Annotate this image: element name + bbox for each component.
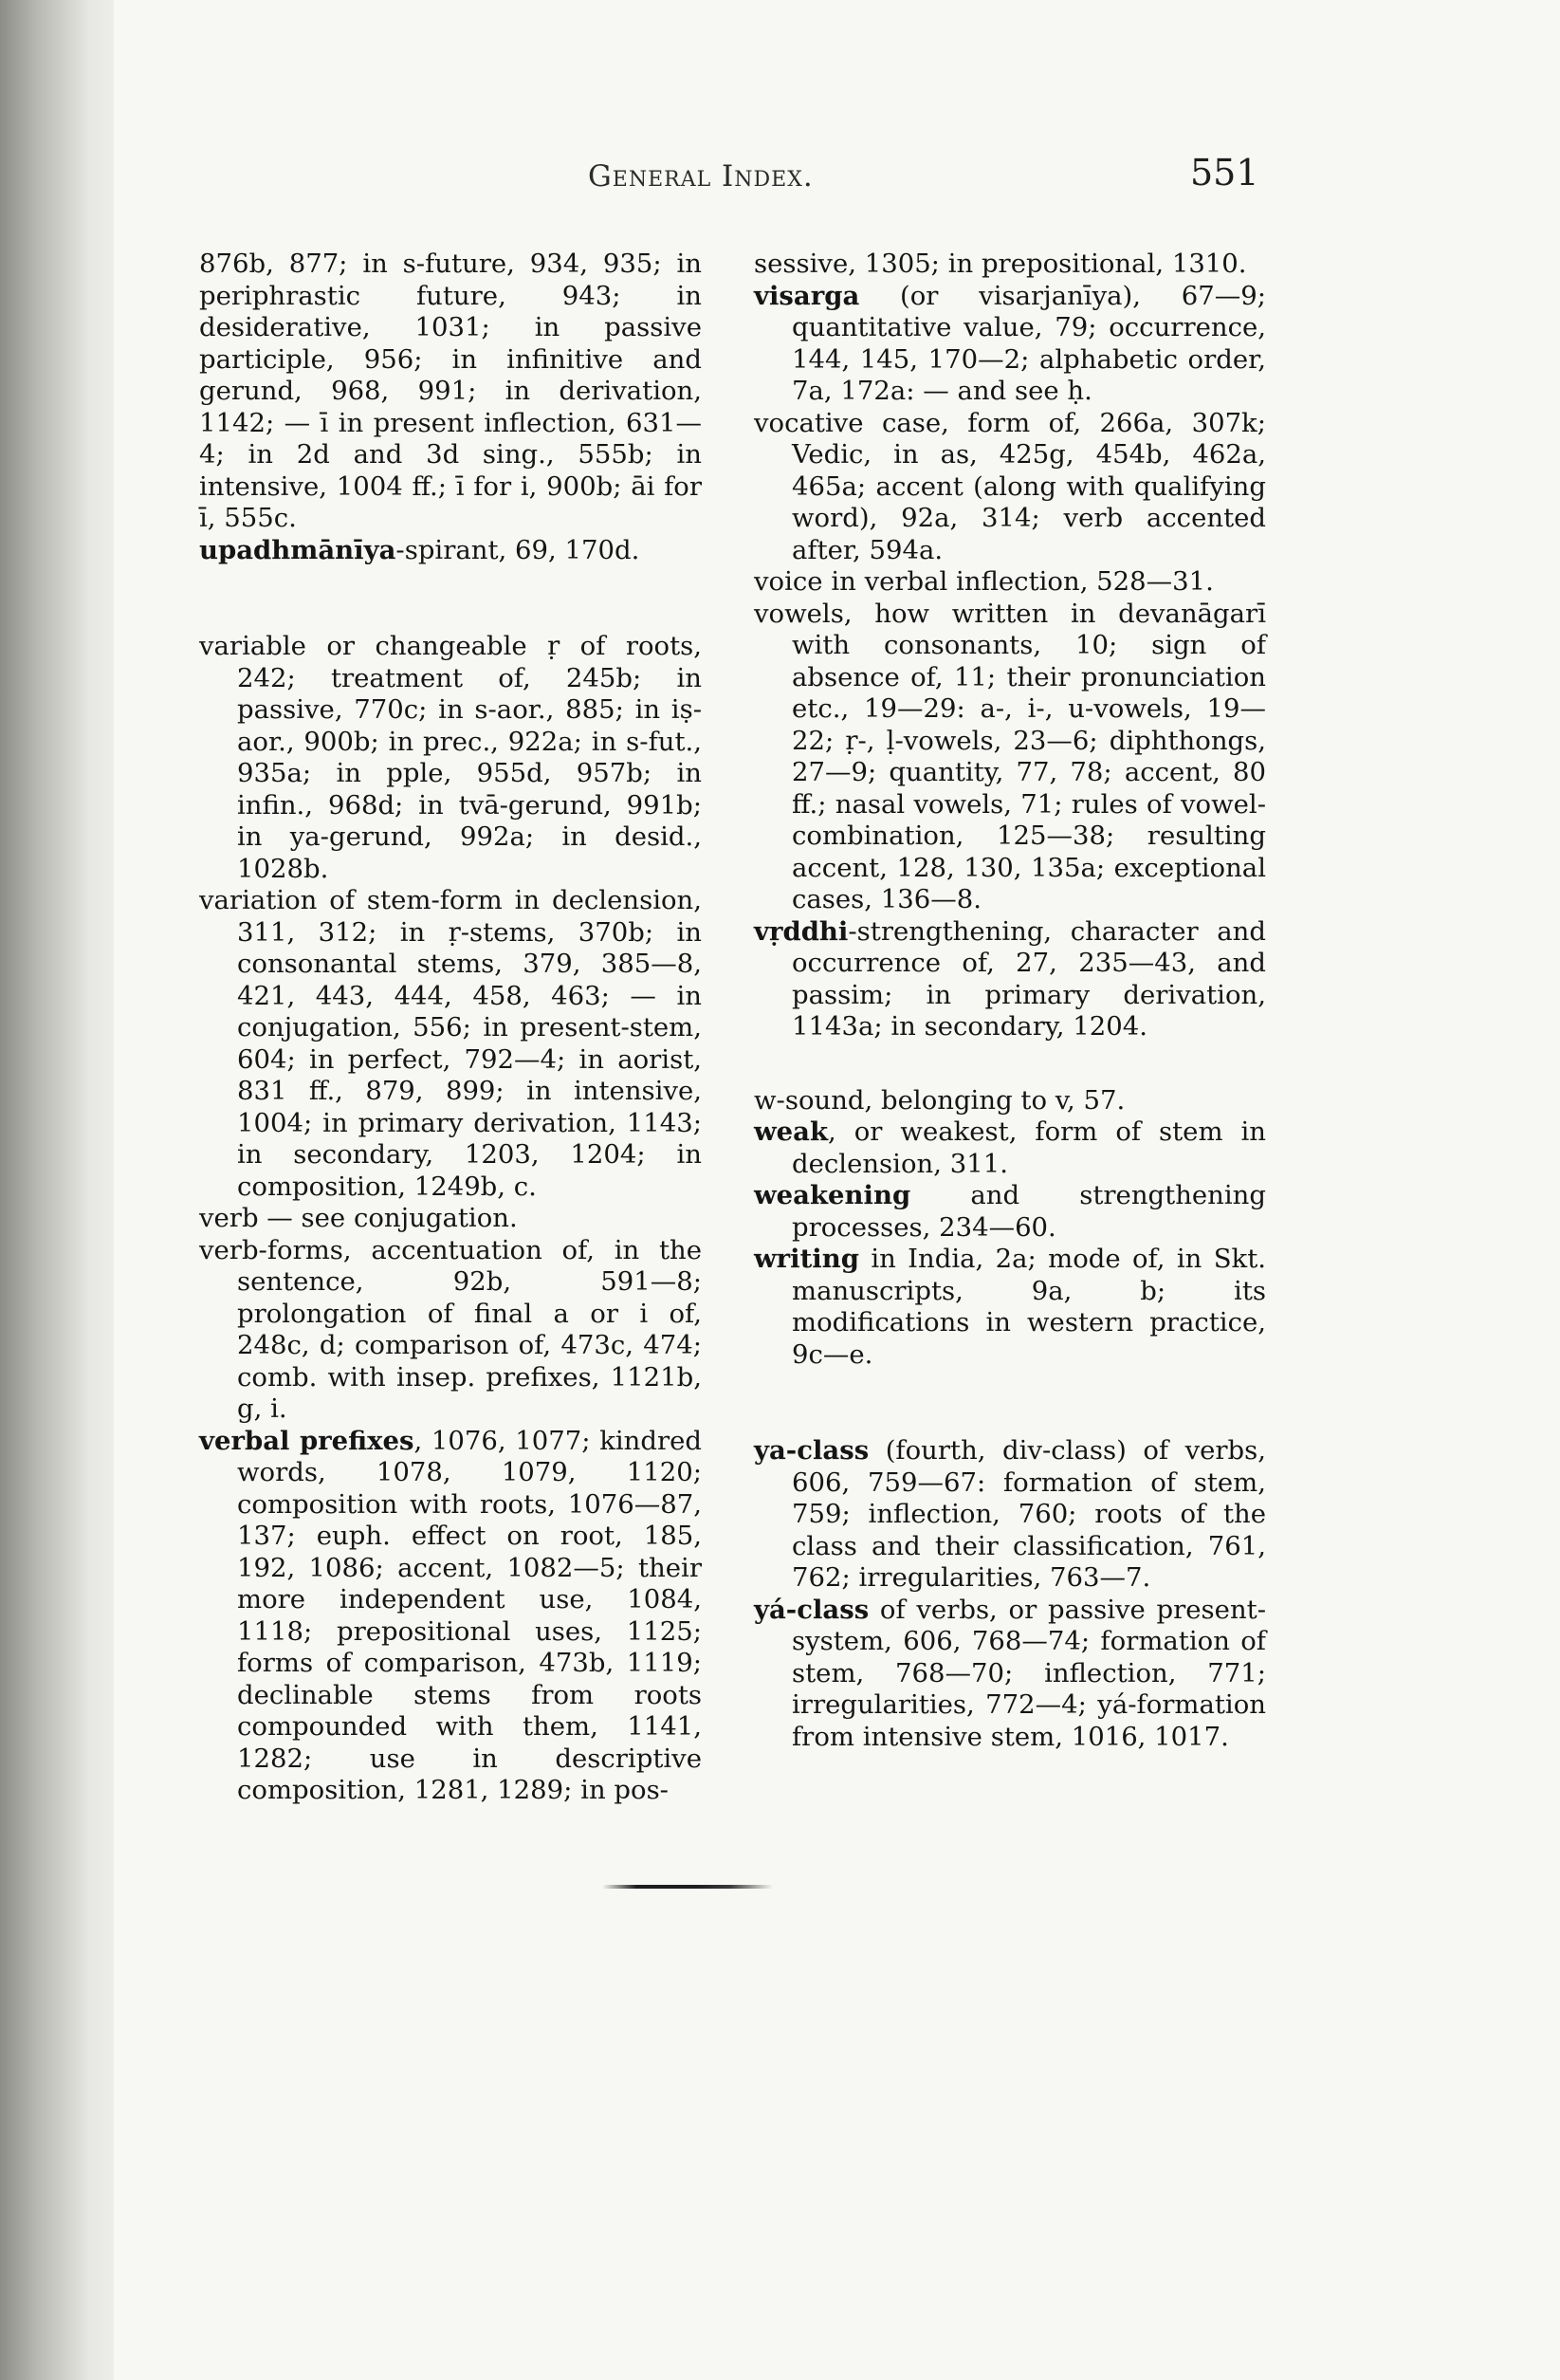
- entry-headword: verbal prefixes: [199, 1425, 414, 1456]
- entry-text: , belonging to v, 57.: [864, 1084, 1126, 1116]
- index-entry: [199, 535, 702, 567]
- entry-text: , 1076, 1077; kindred words, 1078, 1079, 1120; composition with roots, 1076—87, 137; euph. effect on root, 185, 192, 1086; accent, 1082—5; their more independent use, 1084, 1118; prepositional uses, 1125; forms of comparison, 473b, 1119; declinable stems from roots compounded with them, 1141, 1282; use in descriptive composition, 1281, 1289; in pos-: [237, 1425, 702, 1805]
- entry-text: sessive, 1305; in prepositional, 1310.: [754, 249, 1247, 279]
- entry-text: or changeable ṛ of roots, 242; treatment of, 245b; in passive, 770c; in s-aor., 885; in iṣ-aor., 900b; in prec., 922a; in s-fut., 935a; in pple, 955d, 957b; in infin., 968d; in tvā-gerund, 991b; in ya-gerund, 992a; in desid., 1028b.: [237, 631, 702, 884]
- index-entry: [754, 1595, 1266, 1754]
- entry-text: (fourth, div-class) of verbs, 606, 759—67: formation of stem, 759; inflection, 760; roots of the class and their classification, 761, 762; irregularities, 763—7.: [792, 1435, 1266, 1593]
- entry-headword: variation: [199, 885, 318, 915]
- section-gap: [199, 566, 702, 631]
- entry-headword: vocative: [754, 407, 864, 438]
- entry-text: in verbal inflection, 528—31.: [822, 566, 1214, 597]
- index-entry: [754, 408, 1266, 567]
- entry-text: of verbs, or passive present-system, 606, 768—74; formation of stem, 768—70; inflection, 771; irregularities, 772—4; yá-formation from intensive stem, 1016, 1017.: [792, 1594, 1266, 1752]
- entry-headword: writing: [754, 1244, 859, 1274]
- index-entry: [754, 249, 1266, 281]
- entry-headword: vṛddhi: [754, 915, 849, 947]
- entry-headword: vowels: [754, 598, 844, 629]
- index-entry: [199, 885, 702, 1203]
- index-entry: [754, 566, 1266, 599]
- index-entry: [754, 1116, 1266, 1180]
- entry-text: case, form of, 266a, 307k; Vedic, in as, 425g, 454b, 462a, 465a; accent (along with qualifying word), 92a, 314; verb accented after, 594a.: [792, 407, 1266, 565]
- entry-headword: yá-class: [754, 1594, 870, 1625]
- index-entry: [199, 1203, 702, 1235]
- entry-headword: w-sound: [754, 1084, 865, 1116]
- index-entry: [754, 1435, 1266, 1595]
- entry-text: of stem-form in declension, 311, 312; in ṛ-stems, 370b; in consonantal stems, 379, 385—8, 421, 443, 444, 458, 463; — in conjugation, 556; in present-stem, 604; in perfect, 792—4; in aorist, 831 ff., 879, 899; in intensive, 1004; in primary derivation, 1143; in secondary, 1203, 1204; in composition, 1249b, c.: [237, 885, 702, 1202]
- index-entry: [754, 1180, 1266, 1244]
- page-header: [0, 152, 1560, 209]
- entry-text: in India, 2a; mode of, in Skt. manuscripts, 9a, b; its modifications in western practice, 9c—e.: [792, 1244, 1266, 1370]
- entry-headword: verb: [199, 1203, 259, 1233]
- index-entry: [199, 249, 702, 535]
- entry-text: (or visarjanīya), 67—9; quantitative value, 79; occurrence, 144, 145, 170—2; alphabetic order, 7a, 172a: — and see ḥ.: [792, 280, 1266, 406]
- entry-headword: ya-class: [754, 1435, 870, 1466]
- entry-headword: upadhmānīya: [199, 534, 396, 565]
- index-entry: [199, 1426, 702, 1807]
- running-head: General Index.: [588, 159, 814, 194]
- left-column: [199, 249, 702, 1807]
- section-gap: [754, 1371, 1266, 1435]
- right-column: [754, 249, 1266, 1753]
- entry-headword: visarga: [754, 280, 860, 311]
- entry-headword: voice: [754, 566, 823, 597]
- index-entry: [754, 599, 1266, 916]
- entry-text: , or weakest, form of stem in declension, 311.: [792, 1116, 1266, 1179]
- section-gap: [754, 1043, 1266, 1085]
- index-entry: [754, 281, 1266, 408]
- entry-headword: weakening: [754, 1180, 911, 1210]
- index-entry: [199, 631, 702, 885]
- entry-text: — see conjugation.: [258, 1203, 518, 1233]
- entry-text: -spirant, 69, 170d.: [395, 534, 640, 565]
- end-rule: [602, 1885, 773, 1889]
- index-entry: [754, 1085, 1266, 1117]
- entry-text: , accentuation of, in the sentence, 92b, 591—8; prolongation of final a or i of, 248c, d; comparison of, 473c, 474; comb. with insep. prefixes, 1121b, g, i.: [237, 1234, 702, 1424]
- index-entry: [754, 1244, 1266, 1371]
- index-entry: [754, 916, 1266, 1043]
- entry-headword: weak: [754, 1116, 829, 1147]
- entry-text: 876b, 877; in s-future, 934, 935; in periphrastic future, 943; in desiderative, 1031; in passive participle, 956; in infinitive and gerund, 968, 991; in derivation, 1142; — ī in present inflection, 631—4; in 2d and 3d sing., 555b; in intensive, 1004 ff.; ī for i, 900b; āi for ī, 555c.: [199, 249, 702, 533]
- entry-text: , how written in devanāgarī with consonants, 10; sign of absence of, 11; their pronunciation etc., 19—29: a-, i-, u-vowels, 19—22; ṛ-, ḷ-vowels, 23—6; diphthongs, 27—9; quantity, 77, 78; accent, 80 ff.; nasal vowels, 71; rules of vowel-combination, 125—38; resulting accent, 128, 130, 135a; exceptional cases, 136—8.: [792, 598, 1266, 914]
- index-entry: [199, 1235, 702, 1426]
- entry-headword: variable: [199, 631, 306, 661]
- entry-text: -strengthening, character and occurrence of, 27, 235—43, and passim; in primary derivation, 1143a; in secondary, 1204.: [792, 915, 1266, 1042]
- entry-text: and strengthening processes, 234—60.: [792, 1180, 1266, 1243]
- entry-headword: verb-forms: [199, 1234, 343, 1265]
- page-number: 551: [1190, 152, 1259, 194]
